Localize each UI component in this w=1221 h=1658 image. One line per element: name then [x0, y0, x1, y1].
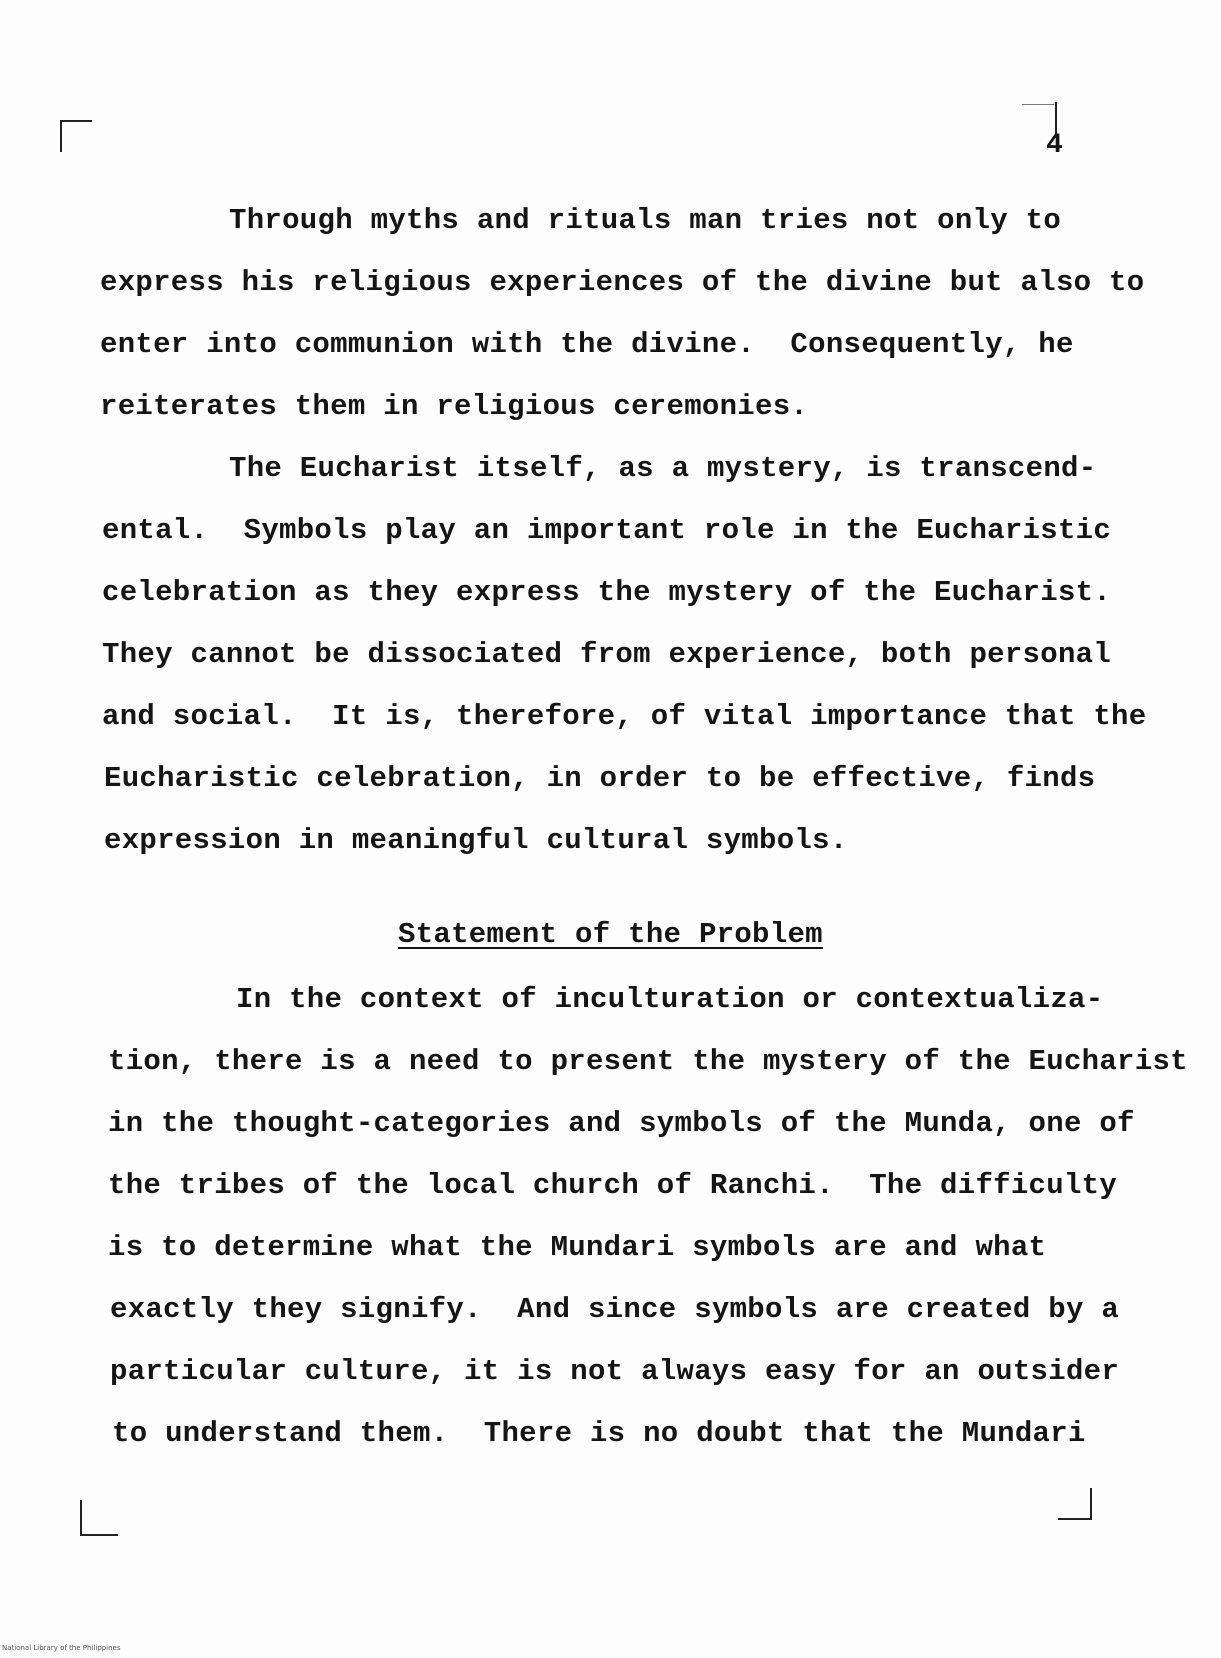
paragraph-3-line-5: is to determine what the Mundari symbols are and what	[108, 1231, 1047, 1264]
paragraph-3-line-2: tion, there is a need to present the mystery of the Eucharist	[108, 1045, 1188, 1078]
paragraph-3-line-8: to understand them. There is no doubt that the Mundari	[112, 1417, 1086, 1450]
paragraph-2-line-7: expression in meaningful cultural symbols.	[104, 824, 848, 857]
paragraph-2-line-2: ental. Symbols play an important role in the Eucharistic	[102, 514, 1112, 547]
crop-mark-bottom-left	[80, 1500, 118, 1536]
crop-mark-bottom-right	[1058, 1488, 1092, 1520]
scan-footer: National Library of the Philippines	[2, 1644, 121, 1652]
section-heading: Statement of the Problem	[398, 918, 823, 951]
paragraph-3-line-1: In the context of inculturation or contextualiza-	[236, 983, 1104, 1016]
paragraph-1-line-2: express his religious experiences of the divine but also to	[100, 266, 1145, 299]
paragraph-1-line-3: enter into communion with the divine. Consequently, he	[100, 328, 1074, 361]
crop-mark-top-right-tick	[1022, 104, 1054, 107]
paragraph-2-line-5: and social. It is, therefore, of vital importance that the	[102, 700, 1147, 733]
paragraph-2-line-3: celebration as they express the mystery of the Eucharist.	[102, 576, 1112, 609]
paragraph-3-line-6: exactly they signify. And since symbols are created by a	[110, 1293, 1120, 1326]
paragraph-2-line-1: The Eucharist itself, as a mystery, is transcend-	[229, 452, 1097, 485]
paragraph-2-line-4: They cannot be dissociated from experience, both personal	[102, 638, 1112, 671]
paragraph-1-line-4: reiterates them in religious ceremonies.	[100, 390, 809, 423]
paragraph-3-line-4: the tribes of the local church of Ranchi. The difficulty	[108, 1169, 1118, 1202]
page-number: 4	[1046, 130, 1063, 161]
paragraph-3-line-3: in the thought-categories and symbols of the Munda, one of	[108, 1107, 1135, 1140]
crop-mark-top-left	[60, 120, 92, 152]
paragraph-3-line-7: particular culture, it is not always easy for an outsider	[110, 1355, 1120, 1388]
paragraph-1-line-1: Through myths and rituals man tries not only to	[229, 204, 1062, 237]
paragraph-2-line-6: Eucharistic celebration, in order to be effective, finds	[104, 762, 1096, 795]
